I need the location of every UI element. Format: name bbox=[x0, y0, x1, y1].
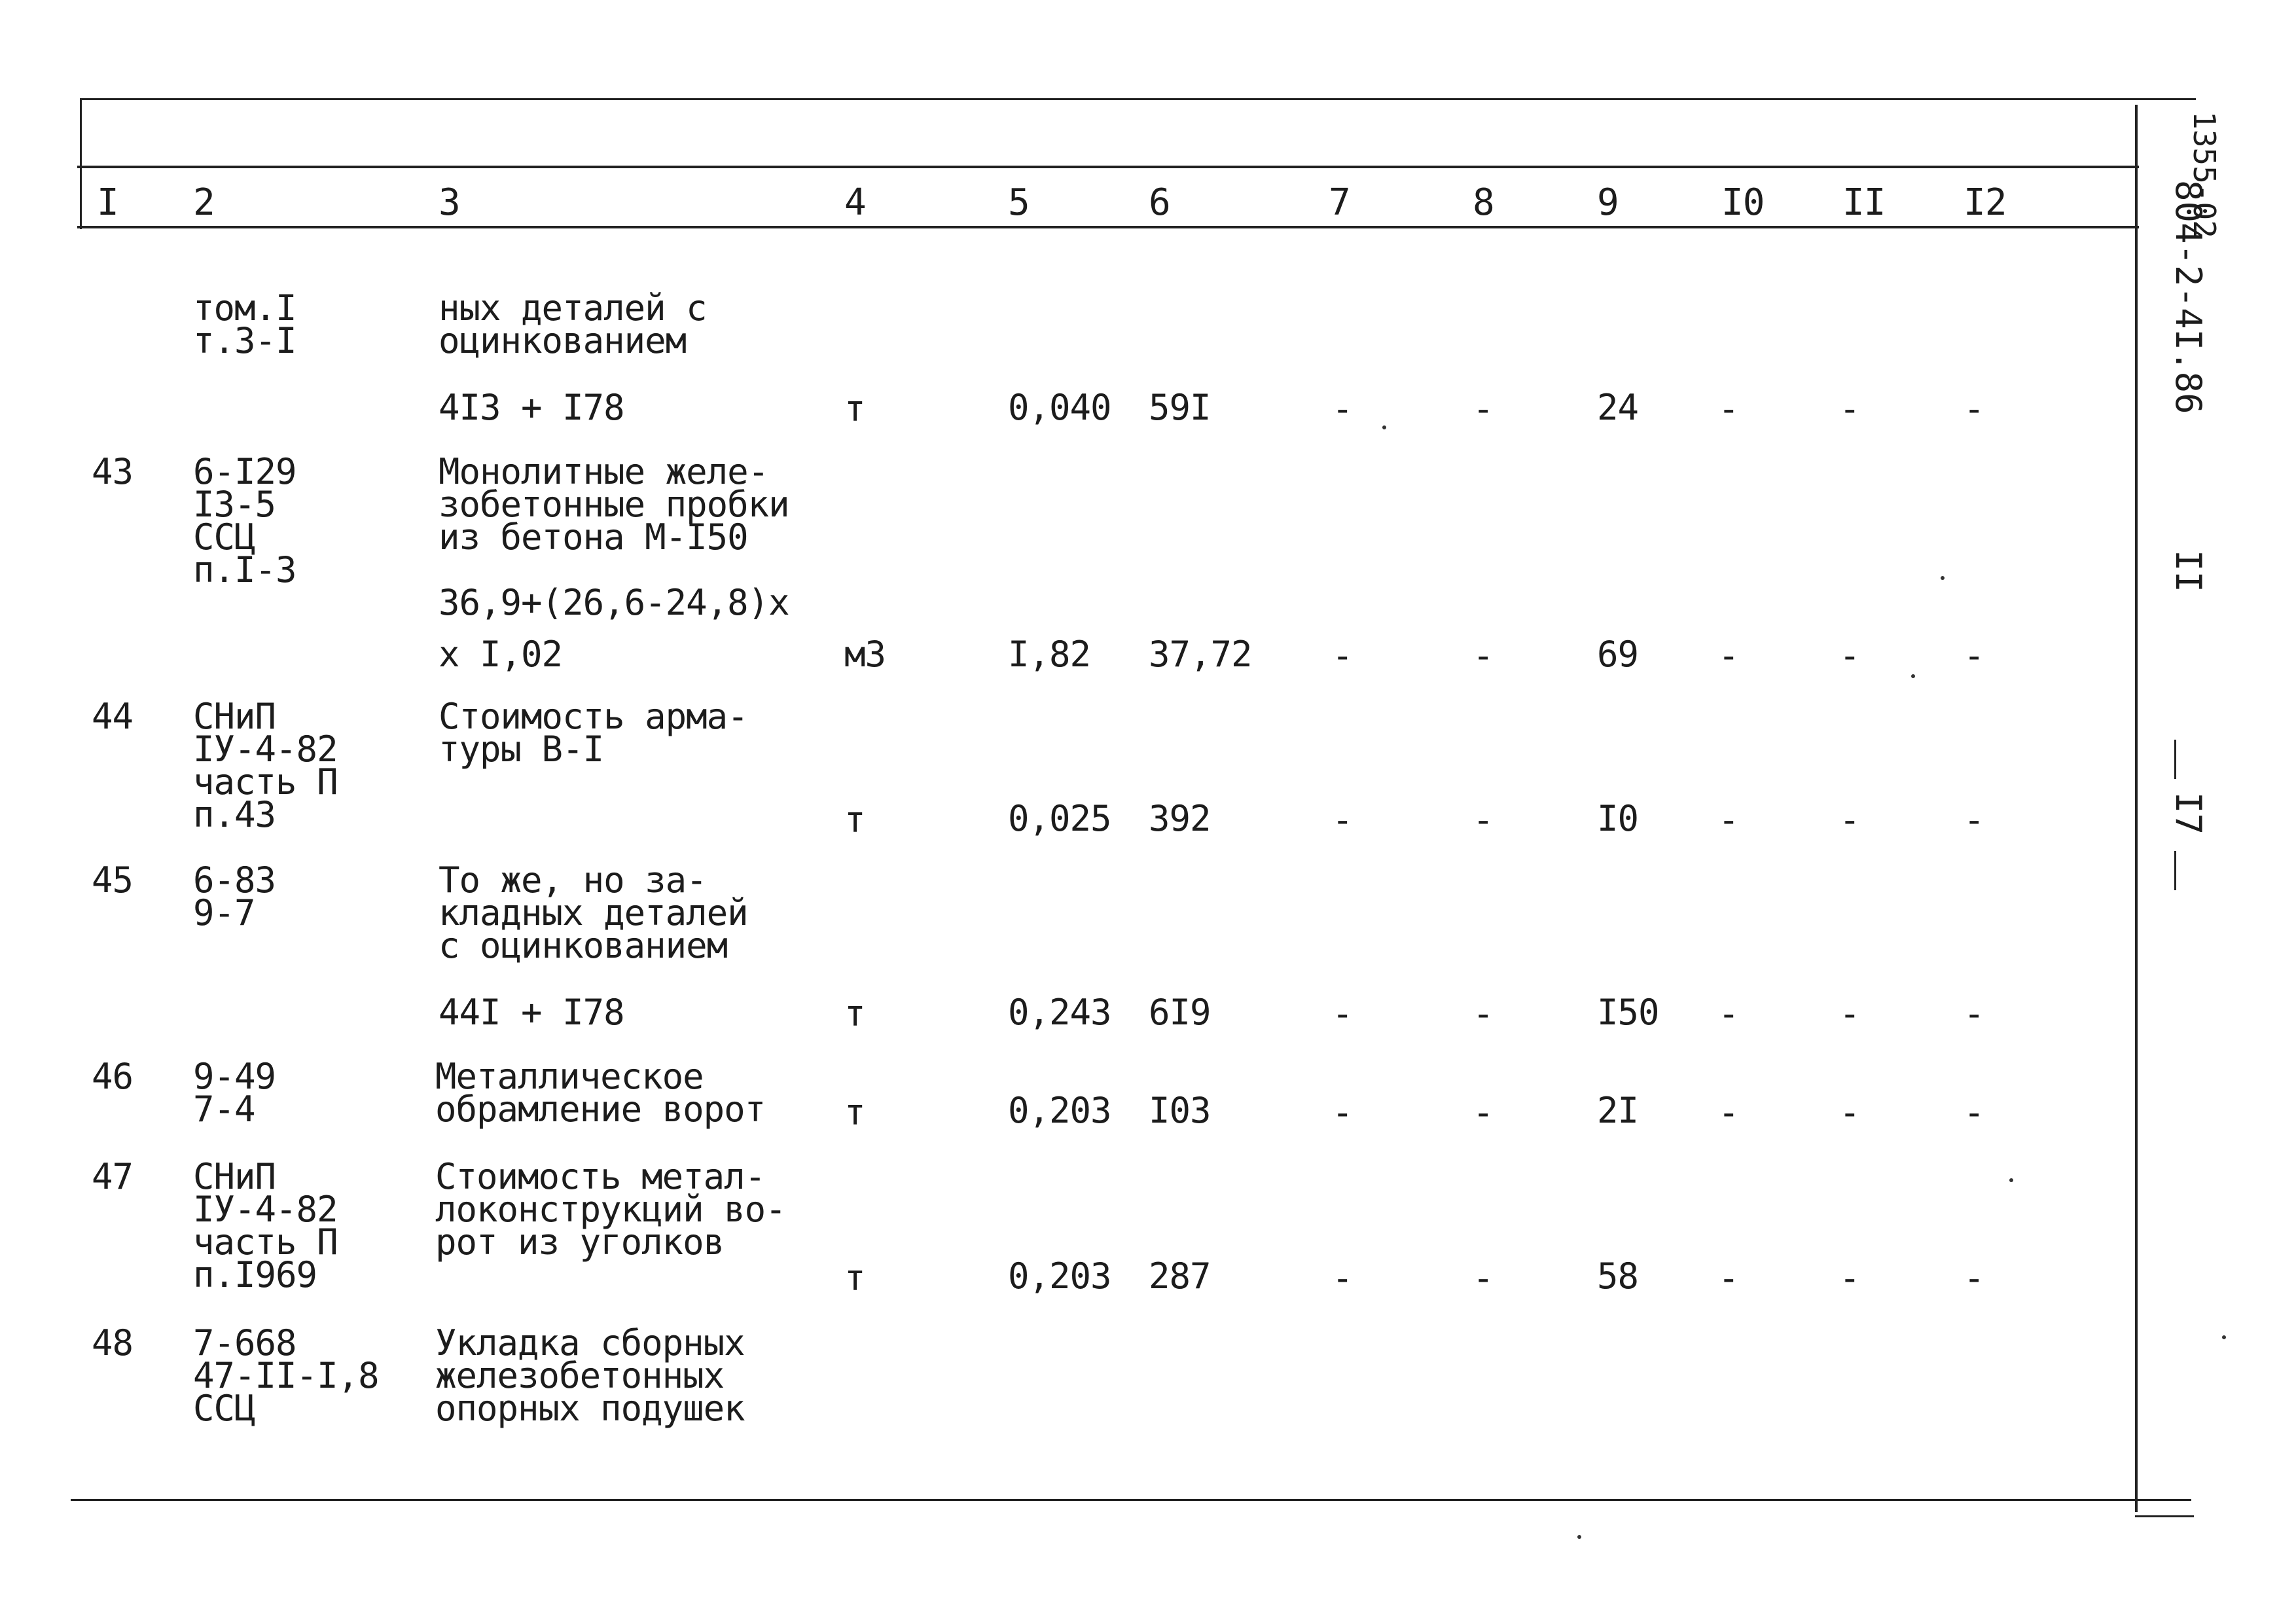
ref-line: СНиП bbox=[193, 696, 276, 737]
quantity-cell: 0,203 bbox=[1008, 1090, 1111, 1131]
row-number: 48 bbox=[92, 1322, 134, 1363]
price-cell: 37,72 bbox=[1149, 634, 1252, 675]
formula-line: х I,02 bbox=[439, 634, 563, 675]
ref-line: 7-668 bbox=[193, 1322, 296, 1363]
quantity-cell: 0,040 bbox=[1008, 387, 1111, 428]
column-header-1: I bbox=[97, 181, 118, 224]
col7-cell: - bbox=[1332, 388, 1353, 429]
scan-speck bbox=[1382, 425, 1386, 429]
col10-cell: - bbox=[1718, 635, 1739, 676]
row-number: 43 bbox=[92, 451, 134, 492]
ref-line: часть П bbox=[193, 1221, 338, 1263]
desc-line: Стоимость арма- bbox=[439, 696, 748, 737]
ref-line: 9-7 bbox=[193, 892, 255, 933]
price-cell: 287 bbox=[1149, 1255, 1211, 1297]
col12-cell: - bbox=[1964, 799, 1984, 840]
row-number: 44 bbox=[92, 696, 134, 737]
ref-line: часть П bbox=[193, 761, 338, 803]
archive-code: 1355-02 bbox=[2187, 111, 2222, 238]
desc-line: из бетона М-I50 bbox=[439, 516, 748, 558]
bottom-border bbox=[71, 1499, 2191, 1501]
col9-cell: 2I bbox=[1597, 1090, 1639, 1131]
formula-line: 44I + I78 bbox=[439, 992, 624, 1033]
left-border bbox=[80, 98, 82, 229]
desc-line: Укладка сборных bbox=[435, 1322, 745, 1363]
formula-line: 4I3 + I78 bbox=[439, 387, 624, 428]
ref-line: I3-5 bbox=[193, 484, 276, 525]
col12-cell: - bbox=[1964, 388, 1984, 429]
price-cell: 59I bbox=[1149, 387, 1211, 428]
header-top-rule bbox=[77, 166, 2139, 168]
bottom-right-rule bbox=[2135, 1515, 2194, 1517]
col8-cell: - bbox=[1473, 388, 1494, 429]
col9-cell: 58 bbox=[1597, 1255, 1639, 1297]
ref-line: п.I969 bbox=[193, 1254, 317, 1295]
scan-speck bbox=[1941, 576, 1945, 580]
top-border bbox=[82, 98, 2196, 100]
ref-line: п.43 bbox=[193, 794, 276, 835]
desc-line: Стоимость метал- bbox=[435, 1156, 766, 1197]
column-header-9: 9 bbox=[1597, 181, 1619, 224]
quantity-cell: 0,025 bbox=[1008, 798, 1111, 839]
ref-line: 47-II-I,8 bbox=[193, 1355, 379, 1396]
column-header-6: 6 bbox=[1149, 181, 1170, 224]
desc-line: Монолитные желе- bbox=[439, 451, 769, 492]
col10-cell: - bbox=[1718, 388, 1739, 429]
col10-cell: - bbox=[1718, 1257, 1739, 1299]
col8-cell: - bbox=[1473, 993, 1494, 1034]
column-header-12: I2 bbox=[1964, 181, 2007, 224]
col8-cell: - bbox=[1473, 1092, 1494, 1133]
col7-cell: - bbox=[1332, 1092, 1353, 1133]
price-cell: I03 bbox=[1149, 1090, 1211, 1131]
col12-cell: - bbox=[1964, 993, 1984, 1034]
column-header-10: I0 bbox=[1721, 181, 1765, 224]
ref-line: IУ-4-82 bbox=[193, 729, 338, 770]
col11-cell: - bbox=[1839, 1257, 1860, 1299]
formula-line: 36,9+(26,6-24,8)х bbox=[439, 582, 789, 623]
col10-cell: - bbox=[1718, 799, 1739, 840]
col10-cell: - bbox=[1718, 1092, 1739, 1133]
unit-cell: м3 bbox=[844, 634, 886, 675]
desc-line: опорных подушек bbox=[435, 1388, 745, 1429]
page-mark-bottom bbox=[2174, 851, 2176, 890]
desc-line: железобетонных bbox=[435, 1355, 725, 1396]
row-number: 47 bbox=[92, 1156, 134, 1197]
column-header-4: 4 bbox=[844, 181, 866, 224]
desc-line: ных деталей с bbox=[439, 287, 707, 329]
desc-line: зобетонные пробки bbox=[439, 484, 789, 525]
ref-line: том.I bbox=[193, 287, 296, 329]
unit-cell: т bbox=[844, 1257, 865, 1299]
price-cell: 6I9 bbox=[1149, 992, 1211, 1033]
document-number: 804-2-4I.86 bbox=[2168, 180, 2209, 414]
column-header-5: 5 bbox=[1008, 181, 1030, 224]
row-number: 46 bbox=[92, 1056, 134, 1097]
column-header-3: 3 bbox=[439, 181, 460, 224]
price-cell: 392 bbox=[1149, 798, 1211, 839]
col8-cell: - bbox=[1473, 1257, 1494, 1299]
col11-cell: - bbox=[1839, 388, 1860, 429]
unit-cell: т bbox=[844, 1092, 865, 1133]
ref-line: ССЦ bbox=[193, 516, 255, 558]
ref-line: IУ-4-82 bbox=[193, 1189, 338, 1230]
scan-speck bbox=[1577, 1535, 1581, 1539]
section-number: II bbox=[2168, 550, 2209, 593]
scan-speck bbox=[1911, 674, 1915, 678]
page-mark-top bbox=[2174, 740, 2176, 779]
ref-line: т.3-I bbox=[193, 320, 296, 361]
desc-line: обрамление ворот bbox=[435, 1089, 766, 1130]
col12-cell: - bbox=[1964, 635, 1984, 676]
unit-cell: т bbox=[844, 799, 865, 840]
col9-cell: 24 bbox=[1597, 387, 1639, 428]
col9-cell: 69 bbox=[1597, 634, 1639, 675]
scan-speck bbox=[2222, 1335, 2226, 1339]
col9-cell: I50 bbox=[1597, 992, 1659, 1033]
desc-line: оцинкованием bbox=[439, 320, 687, 361]
ref-line: п.I-3 bbox=[193, 549, 296, 590]
ref-line: 9-49 bbox=[193, 1056, 276, 1097]
column-header-11: II bbox=[1842, 181, 1886, 224]
ref-line: 7-4 bbox=[193, 1089, 255, 1130]
right-border bbox=[2135, 105, 2138, 1512]
column-header-7: 7 bbox=[1329, 181, 1350, 224]
desc-line: рот из уголков bbox=[435, 1221, 725, 1263]
col7-cell: - bbox=[1332, 993, 1353, 1034]
scan-speck bbox=[2009, 1178, 2013, 1182]
desc-line: с оцинкованием bbox=[439, 925, 728, 966]
col10-cell: - bbox=[1718, 993, 1739, 1034]
column-header-2: 2 bbox=[193, 181, 215, 224]
desc-line: туры В-I bbox=[439, 729, 604, 770]
quantity-cell: 0,243 bbox=[1008, 992, 1111, 1033]
col8-cell: - bbox=[1473, 799, 1494, 840]
col11-cell: - bbox=[1839, 799, 1860, 840]
col7-cell: - bbox=[1332, 1257, 1353, 1299]
ref-line: 6-83 bbox=[193, 859, 276, 901]
desc-line: кладных деталей bbox=[439, 892, 748, 933]
col7-cell: - bbox=[1332, 799, 1353, 840]
col8-cell: - bbox=[1473, 635, 1494, 676]
unit-cell: т bbox=[844, 993, 865, 1034]
col11-cell: - bbox=[1839, 993, 1860, 1034]
desc-line: То же, но за- bbox=[439, 859, 707, 901]
ref-line: 6-I29 bbox=[193, 451, 296, 492]
desc-line: локонструкций во- bbox=[435, 1189, 786, 1230]
page-number: I7 bbox=[2168, 792, 2209, 835]
col12-cell: - bbox=[1964, 1257, 1984, 1299]
col11-cell: - bbox=[1839, 635, 1860, 676]
col9-cell: I0 bbox=[1597, 798, 1639, 839]
column-header-8: 8 bbox=[1473, 181, 1494, 224]
desc-line: Металлическое bbox=[435, 1056, 704, 1097]
quantity-cell: 0,203 bbox=[1008, 1255, 1111, 1297]
row-number: 45 bbox=[92, 859, 134, 901]
col12-cell: - bbox=[1964, 1092, 1984, 1133]
ref-line: ССЦ bbox=[193, 1388, 255, 1429]
col7-cell: - bbox=[1332, 635, 1353, 676]
col11-cell: - bbox=[1839, 1092, 1860, 1133]
unit-cell: т bbox=[844, 388, 865, 429]
ref-line: СНиП bbox=[193, 1156, 276, 1197]
header-bottom-rule bbox=[77, 226, 2139, 228]
quantity-cell: I,82 bbox=[1008, 634, 1091, 675]
